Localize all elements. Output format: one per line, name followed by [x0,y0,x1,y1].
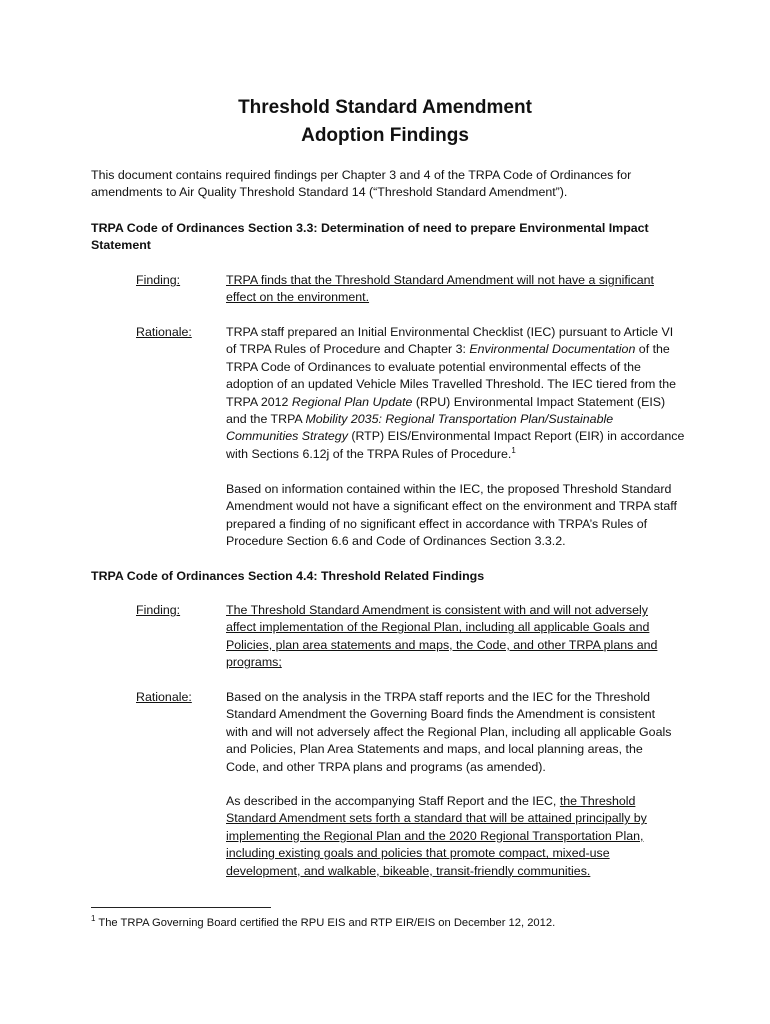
intro-paragraph [91,167,691,202]
finding-text: TRPA finds that the Threshold Standard Amendment will not have a significant effect on the environment. [226,273,654,305]
finding-label: Finding: [136,273,181,287]
finding-label-2: Finding: [136,603,181,617]
rationale-label: Rationale: [136,325,192,339]
footnote-reference: 1 [511,445,516,455]
rationale-paragraph [226,324,686,463]
intro-line-1: This document contains required findings per Chapter 3 and 4 of the TRPA Code of Ordinances for [91,168,632,182]
footnote-number: 1 [91,914,96,923]
title-line-1: Threshold Standard Amendment [238,97,532,118]
footnote-separator [91,907,271,908]
section-4-4-heading: TRPA Code of Ordinances Section 4.4: Threshold Related Findings [91,569,485,583]
footnote [91,915,691,931]
finding-text-2: The Threshold Standard Amendment is consistent with and will not adversely affect implementation of the Regional Plan, including all applicable Goals and Policies, plan area statements and maps, the Code, and other TRPA plans and programs; [226,603,658,670]
rationale-text-g: (RTP) EIS/Environmental Impact Report (EIR) in accordance with Sections 6.12j of the TRPA Rules of Procedure. [226,429,685,461]
section-3-3-heading-line-2: Statement [91,238,151,253]
rationale-2-paragraph-2 [226,793,671,880]
rationale-2-paragraph-1: Based on the analysis in the TRPA staff reports and the IEC for the Threshold Standard Amendment the Governing Board finds the Amendment is consistent with and will not adversely affect the Regional Plan, including all applicable Goals and Policies, Plan Area Statements and maps, and local planning areas, the Code, and other TRPA plans and programs (as amended). [226,690,672,774]
rationale-2-underlined-text: the Threshold Standard Amendment sets forth a standard that will be attained principally by implementing the Regional Plan and the 2020 Regional Transportation Plan, including existing goals and policies that promote compact, mixed-use development, and walkable, bikeable, transit-friendly communities. [226,794,647,878]
section-3-3-heading-line-1: TRPA Code of Ordinances Section 3.3: Determination of need to prepare Environmental Impact [91,221,649,235]
rationale-2-plain-text: As described in the accompanying Staff Report and the IEC, [226,794,560,808]
rationale-paragraph-2: Based on information contained within the IEC, the proposed Threshold Standard Amendment would not have a significant effect on the environment and TRPA staff prepared a finding of no significant effect in accordance with TRPA’s Rules of Procedure Section 6.6 and Code of Ordinances Section 3.3.2. [226,482,677,549]
rationale-italic-mobility-2035: Mobility 2035: Regional Transportation Plan/Sustainable Communities Strategy [226,412,614,444]
rationale-label-2: Rationale: [136,690,192,704]
rationale-italic-regional-plan-update: Regional Plan Update [291,394,413,409]
title-line-2: Adoption Findings [301,125,469,146]
footnote-text: The TRPA Governing Board certified the RPU EIS and RTP EIR/EIS on December 12, 2012. [95,917,556,929]
rationale-text-e: (RPU) Environmental Impact Statement (EIS) and the TRPA [226,394,666,427]
section-3-3-heading [91,220,681,255]
rationale-text-a: TRPA staff prepared an Initial Environmental Checklist (IEC) pursuant to Article VI of TRPA Rules of Procedure and Chapter 3: [226,325,674,357]
rationale-text-c: of the TRPA Code of Ordinances to evaluate potential environmental effects of the adoption of an updated Vehicle Miles Travelled Threshold. The IEC tiered from the TRPA 2012 [226,342,677,409]
intro-line-2: amendments to Air Quality Threshold Standard 14 (“Threshold Standard Amendment”). [91,185,568,200]
rationale-italic-environmental-documentation: Environmental Documentation [469,342,636,357]
page-title [0,94,770,150]
